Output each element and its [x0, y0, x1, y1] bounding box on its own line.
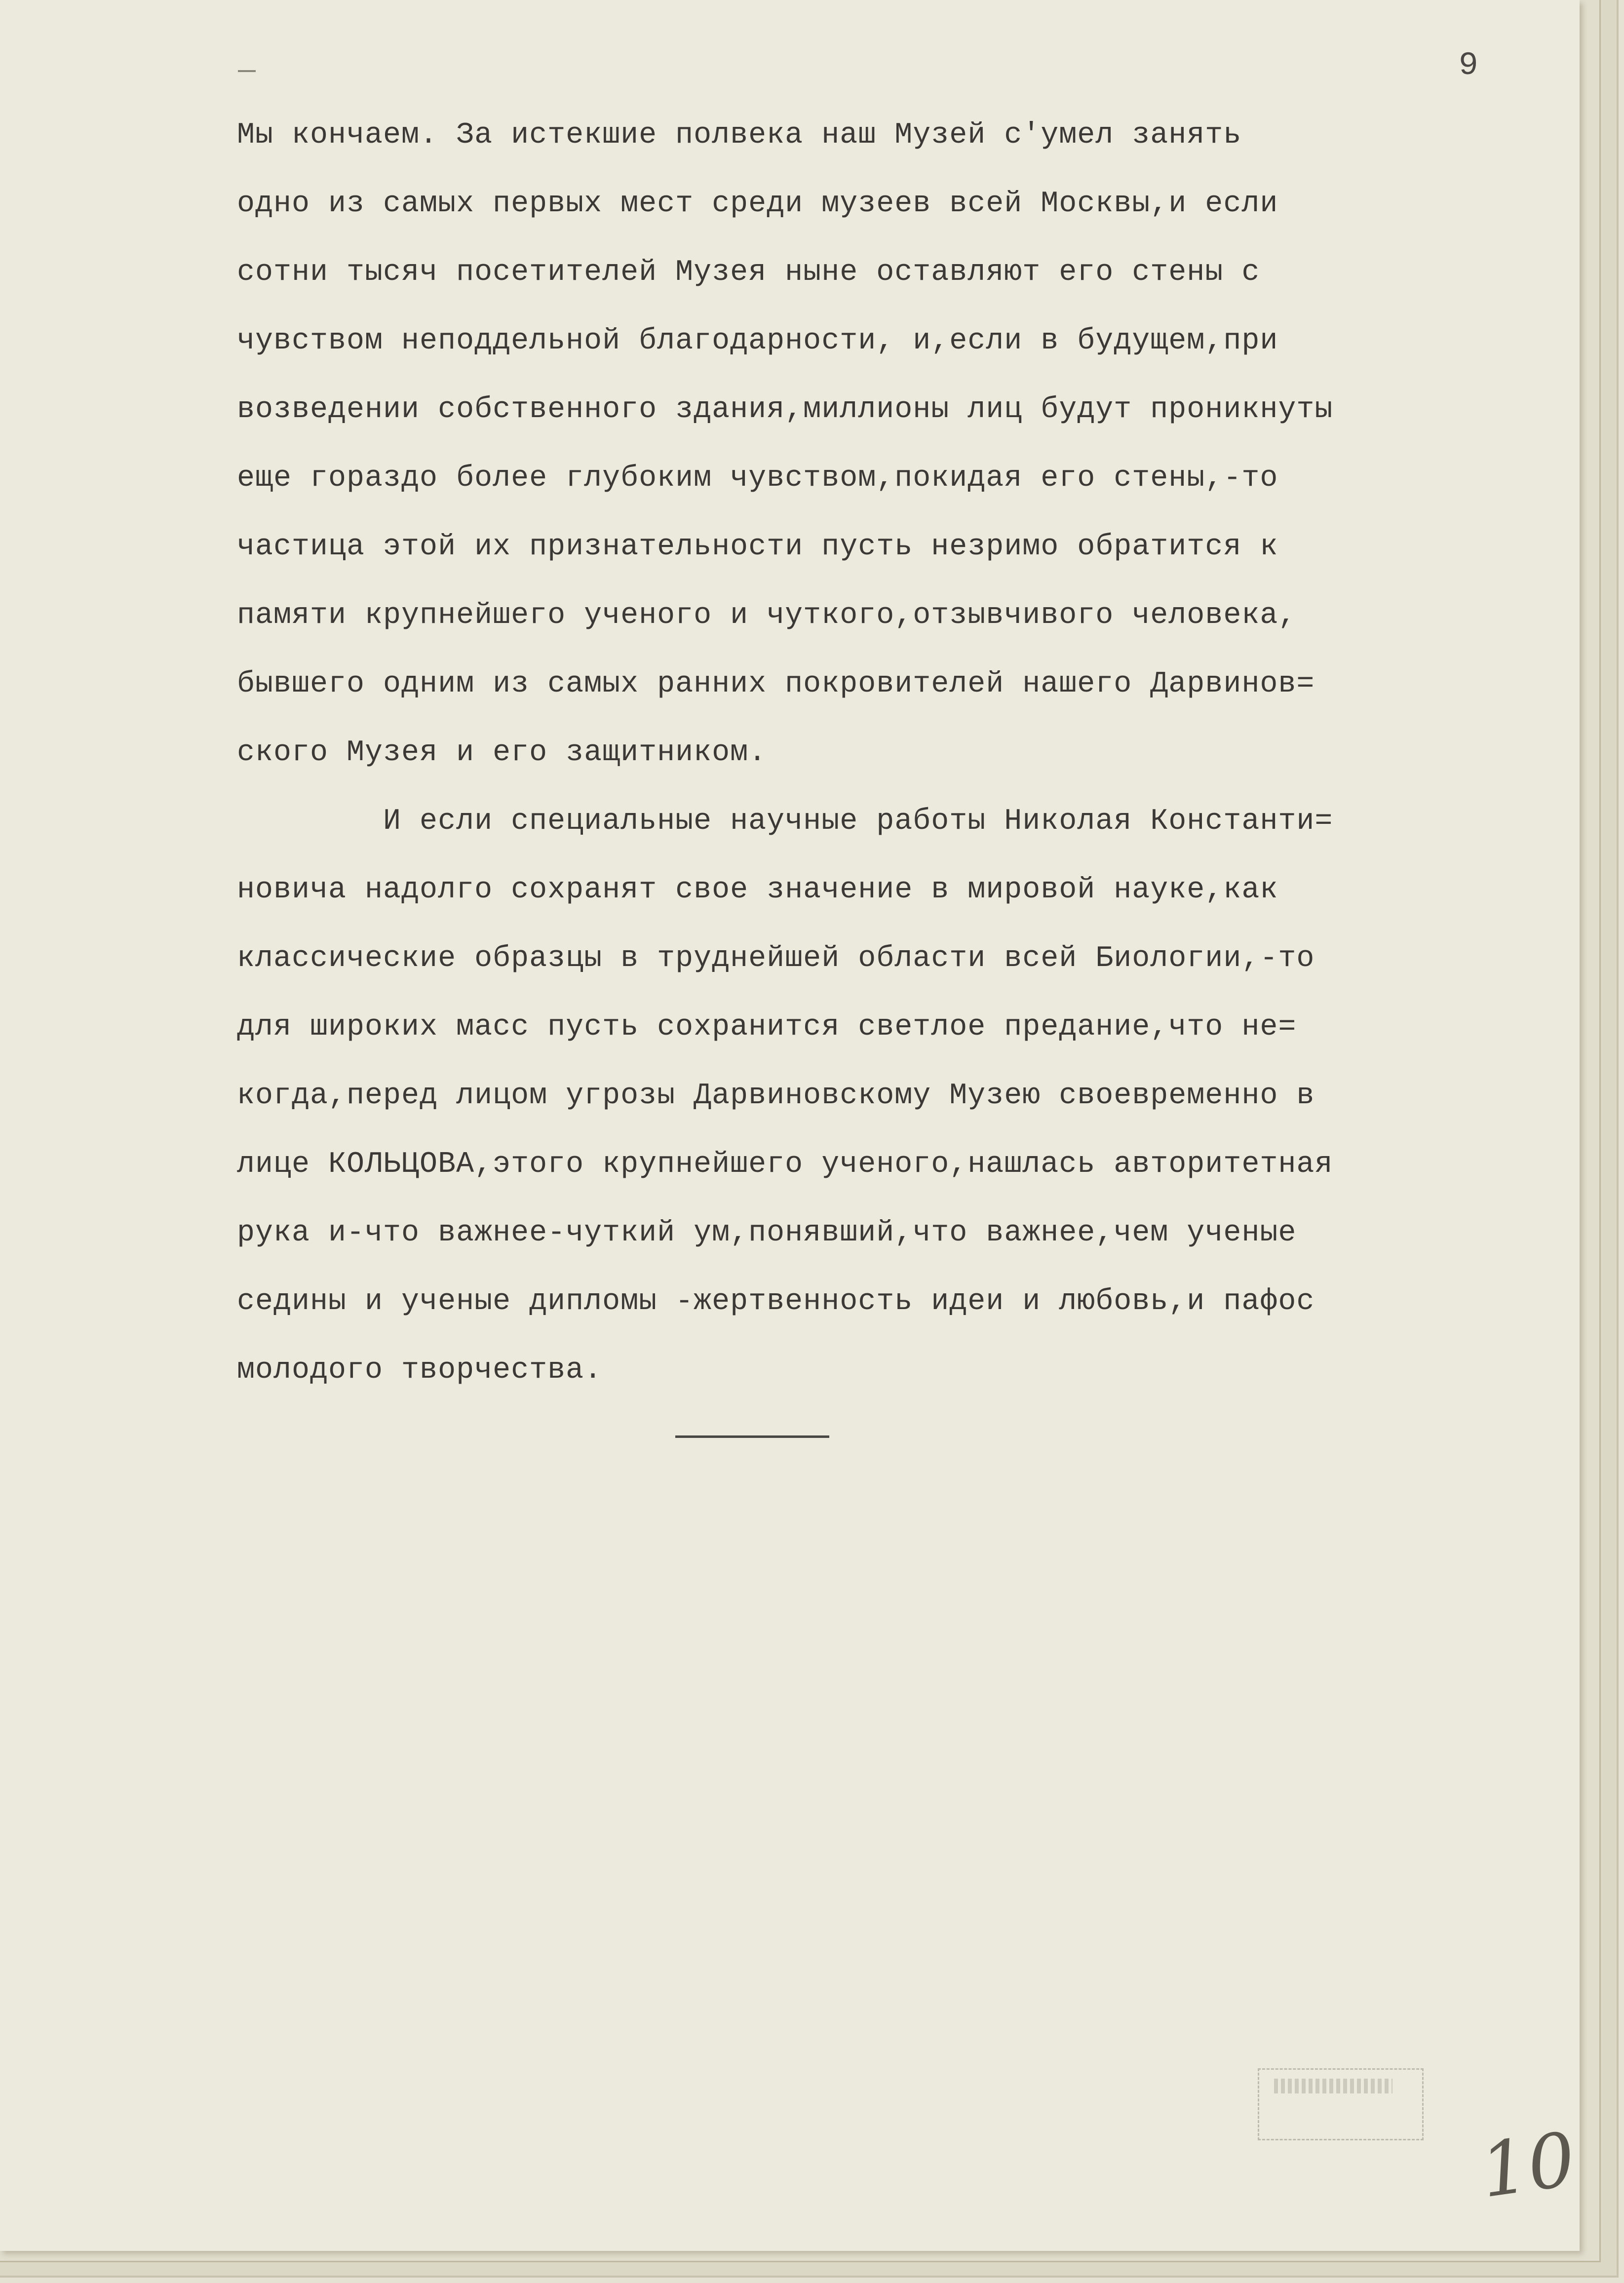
- text-line: ского Музея и его защитником.: [237, 736, 767, 770]
- handwritten-folio-number: 10: [1475, 2116, 1581, 2215]
- closing-separator-line: [675, 1435, 829, 1438]
- archive-stamp: [1258, 2068, 1424, 2140]
- text-line: для широких масс пусть сохранится светлое предание,что не=: [237, 1010, 1297, 1044]
- margin-mark: [238, 70, 256, 72]
- text-line: И если специальные научные работы Николая Константи=: [237, 805, 1333, 838]
- text-line: седины и ученые дипломы -жертвенность идеи и любовь,и пафос: [237, 1285, 1315, 1318]
- text-line: одно из самых первых мест среди музеев всей Москвы,и если: [237, 187, 1278, 221]
- text-line: частица этой их признательности пусть незримо обратится к: [237, 530, 1278, 564]
- text-line: рука и-что важнее-чуткий ум,понявший,что важнее,чем ученые: [237, 1216, 1297, 1250]
- text-line: новича надолго сохранят свое значение в мировой науке,как: [237, 873, 1278, 907]
- page-number: 9: [1459, 47, 1478, 84]
- text-line: памяти крупнейшего ученого и чуткого,отзывчивого человека,: [237, 599, 1297, 632]
- text-line: когда,перед лицом угрозы Дарвиновскому Музею своевременно в: [237, 1079, 1315, 1113]
- body-text: [237, 101, 1580, 1405]
- text-line: сотни тысяч посетителей Музея ныне оставляют его стены с: [237, 256, 1260, 289]
- text-line: бывшего одним из самых ранних покровителей нашего Дарвинов=: [237, 667, 1315, 701]
- text-line: возведении собственного здания,миллионы лиц будут проникнуты: [237, 393, 1333, 426]
- text-line: молодого творчества.: [237, 1354, 603, 1387]
- text-line: чувством неподдельной благодарности, и,если в будущем,при: [237, 324, 1278, 358]
- text-line: классические образцы в труднейшей области всей Биологии,-то: [237, 942, 1315, 975]
- stamp-text-smudge: [1274, 2079, 1392, 2093]
- text-line: Мы кончаем. За истекшие полвека наш Музей с'умел занять: [237, 118, 1242, 152]
- text-line: лице КОЛЬЦОВА,этого крупнейшего ученого,нашлась авторитетная: [237, 1148, 1333, 1181]
- text-line: еще гораздо более глубоким чувством,покидая его стены,-то: [237, 462, 1278, 495]
